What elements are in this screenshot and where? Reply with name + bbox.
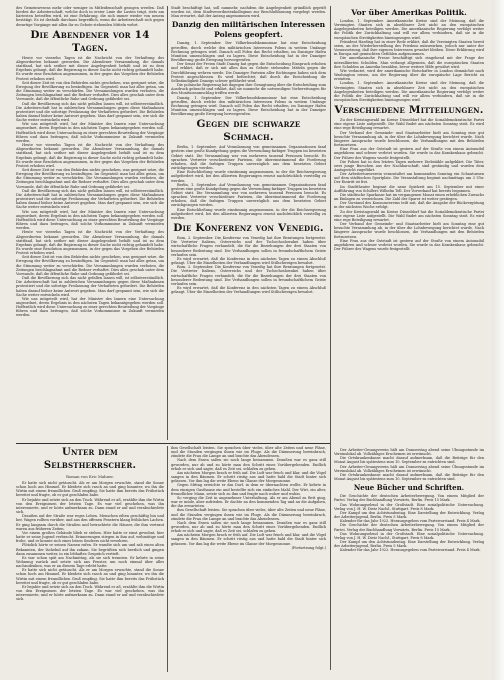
article-heading: Vor über Amerikas Politik. <box>351 8 467 17</box>
paragraph: Heute vor vierzehn Tagen ist die Nachricht von der Verhaftung des Abgeordneten bekannt geworden. Die Abendener Versammlung, die damals stattfand, hat sich seither mit dieser Angelegenheit befaßt und ist zu dem Ergebnis gelangt, daß die Regierung in dieser Sache nicht richtig gehandelt habe. Es wurde eine Resolution angenommen, in der gegen das Vorgehen der Behörden Protest erhoben wird. <box>16 230 164 256</box>
paragraph: Wie uns mitgeteilt wird, hat der Minister des Innern eine Untersuchung angeordnet, deren Ergebnis in den nächsten Tagen bekanntgegeben werden soll. Hoffentlich wird diese Untersuchung zu einer gerechten Beurteilung der Vorgänge führen und dazu beitragen, daß solche Vorkommnisse in Zukunft vermieden werden. <box>16 209 164 231</box>
paragraph: Eine Frau aus der Oststadt ist gestern auf der Straße von einem Automobil angefahren und schwer verletzt worden. Sie wurde in das Krankenhaus gebracht. Der Führer des Wagens wurde festgestellt. <box>334 147 484 160</box>
feuilleton-section <box>16 446 164 672</box>
paragraph: Das Wohnungselend in der Großstadt. Eine sozialpolitische Untersuchung. Verlag von J. H. W. Dietz Nachf., Stuttgart. Preis 8 Mark. <box>334 531 484 540</box>
paragraph: Vor einem großen Gebäude blieb er stehen. Hier hatte er einst gewohnt, hier hatte er seine Jugend verbracht. Erinnerungen stiegen in ihm auf, wehmütige und frohe, und er konnte sich eines leisen Seufzers nicht erwehren. <box>16 530 164 544</box>
page-edge <box>492 0 504 680</box>
paragraph: Seit dieser Zeit ist von den Behörden nichts geschehen, was geeignet wäre, die Erregung der Bevölkerung zu besänftigen. Im Gegenteil: man hat alles getan, um die Stimmung weiter zu verschärfen. Die Versammlungen wurden verboten, die Zeitungen beschlagnahmt und die Redner verhaftet. Dies alles geschah unter dem Vorwande, daß die öffentliche Ruhe und Ordnung gefährdet sei. <box>16 80 164 102</box>
paragraph: Nach dem Essen saßen sie noch lange beisammen. Draußen war es ganz still geworden, nur ab und zu hörte man den Schritt eines Vorübergehenden. Endlich erhob er sich und sagte, daß es Zeit sei, schlafen zu gehen. <box>171 458 326 471</box>
paragraph: Er bejahte und setzte sich an den Tisch. Während er aß, erzählte ihm die Wirtin von den Ereignissen der letzten Tage. Es war viel geschehen, was ihn interessierte, und er hörte aufmerksam zu. Dann stand er auf und verabschiedete sich. <box>16 497 164 515</box>
intro-text: Stadt beschäftigt hat, soll nunmehr, nachdem die Angelegenheit gründlich geprüft worden ist, dem Stadtverordnetenkollegium zur Beschlußfassung vorgelegt werden. Man erwartet, daß der Antrag angenommen wird. <box>171 6 326 19</box>
column-divider <box>167 6 168 440</box>
paragraph: Er bejahte und setzte sich an den Tisch. Während er aß, erzählte ihm die Wirtin von den Ereignissen der letzten Tage. Es war viel geschehen, was ihn interessierte, und er hörte aufmerksam zu. Dann stand er auf und verabschiedete sich. <box>16 584 164 602</box>
paragraph: Der Kampf um den Achtstundentag. Eine Darstellung der Entwicklung. Verlag der Arbeiterjugend, Berlin. Preis 5 Mark. <box>334 539 484 549</box>
column-middle-top <box>171 6 326 440</box>
paragraph: Im Stadttheater beginnt die neue Spielzeit am 15. September mit einer Aufführung von Schillers Wilhelm Tell. Der Vorverkauf hat bereits begonnen. <box>334 184 484 193</box>
paragraph: Daß die Bevölkerung sich das nicht gefallen lassen will, ist selbstverständlich. Die Arbeiterschaft hat in zahlreichen Versammlungen gegen diese Maßnahmen protestiert und die sofortige Freilassung der Verhafteten gefordert. Die Behörden haben darauf bisher keine Antwort gegeben. Man darf gespannt sein, wie sich die Sache weiter entwickeln wird. <box>16 188 164 210</box>
paragraph: Wie verlautet, wird der amerikanische Botschafter in London demnächst nach Washington reisen, um der Regierung über die europäische Lage Bericht zu erstatten. <box>334 68 484 82</box>
paragraph: Eine Entschließung wurde einstimmig angenommen, in der die Reichsregierung aufgefordert wird, bei den alliierten Regierungen erneut nachdrücklich vorstellig zu werden. <box>171 207 326 220</box>
paragraph: Berlin, 1. September. Auf Veranlassung von gemeinsamen Organisationen fand gestern eine große Kundgebung gegen die Verwendung farbiger Truppen im besetzten Gebiet statt. Die Versammlung war von mehreren tausend Personen besucht. Es sprachen Vertreter verschiedener Parteien, die übereinstimmend die Forderung erhoben, daß die farbigen Truppen unverzüglich aus dem besetzten Gebiet zurückgezogen werden. <box>171 182 326 208</box>
byline: Roman von Eric Mahner. <box>66 474 114 479</box>
feuilleton-heading: Unter dem Selbstherrscher. <box>43 447 137 471</box>
intro-text: des Gemeinwesens mehr oder weniger in Mitleidenschaft gezogen werden. Daß hierbei die Arbeiterschaft, welche doch in erster Linie die Lasten trägt, stets am härtesten betroffen wird, ist eine Erfahrung, die sich immer wieder von neuem bestätigt. Es ist deshalb durchaus begreiflich, wenn die Arbeiterschaft sich gegen derartige Vorgänge mit allen ihr zu Gebote stehenden Mitteln wehrt. <box>16 6 164 27</box>
paragraph: Das Wohnungselend in der Großstadt. Eine sozialpolitische Untersuchung. Verlag von J. H. W. Dietz Nachf., Stuttgart. Preis 8 Mark. <box>334 502 484 511</box>
column-left-top <box>16 6 164 440</box>
paragraph: ihm Gesellschaft leisten. Sie sprachen über vieles, über alte Zeiten und neue Pläne, und die Stunden vergingen ihnen wie im Fluge. Als die Dämmerung hereinbrach, zündete die Frau die Lampe an und brachte das Abendessen. <box>171 446 326 459</box>
paragraph: Heute vor vierzehn Tagen ist die Nachricht von der Verhaftung des Abgeordneten bekannt geworden. Die Abendener Versammlung, die damals stattfand, hat sich seither mit dieser Angelegenheit befaßt und ist zu dem Ergebnis gelangt, daß die Regierung in dieser Sache nicht richtig gehandelt habe. Es wurde eine Resolution angenommen, in der gegen das Vorgehen der Behörden Protest erhoben wird. <box>16 143 164 168</box>
paragraph: Rom, 2. September. Die Konferenz von Venedig hat ihre Beratungen fortgesetzt. Die Vertreter Italiens, Österreichs und der Tschechoslowakei haben über wirtschaftliche Fragen verhandelt, die für die Beziehungen der drei Staaten von besonderer Bedeutung sind. Die Verhandlungen sollen in freundschaftlichem Geiste verlaufen sein. <box>171 236 326 257</box>
paragraph: Am nächsten Morgen brach er früh auf. Die Luft war frisch und klar, und die Vögel sangen in den Bäumen. Er schritt rüstig aus und hatte bald die Stadt hinter sich gelassen. Vor ihm lag die weite Ebene im Glanze der Morgensonne. <box>171 533 326 546</box>
column-divider <box>330 6 331 670</box>
paragraph: Präsident Harding hat in einer Rede erklärt, daß die Vereinigten Staaten bereit seien, an der Wiederherstellung des Friedens mitzuwirken, jedoch nur unter der Voraussetzung, daß ihre eigenen Interessen gewahrt bleiben. Diese Erklärung wird in Europa mit gemischten Gefühlen aufgenommen. <box>334 39 484 57</box>
paragraph: Eine Frau aus der Oststadt ist gestern auf der Straße von einem Automobil angefahren und schwer verletzt worden. Sie wurde in das Krankenhaus gebracht. Der Führer des Wagens wurde festgestellt. <box>334 238 484 251</box>
paragraph: Die Geschichte der deutschen Arbeiterbewegung. Von einem Mitglied der Partei. Verlag der Buchhandlung Vorwärts, Berlin. Preis 15 Mark. <box>334 494 484 503</box>
paragraph: Daß die Bevölkerung sich das nicht gefallen lassen will, ist selbstverständlich. Die Arbeiterschaft hat in zahlreichen Versammlungen gegen diese Maßnahmen protestiert und die sofortige Freilassung der Verhafteten gefordert. Die Behörden haben darauf bisher keine Antwort gegeben. Man darf gespannt sein, wie sich die Sache weiter entwickeln wird. <box>16 276 164 297</box>
paragraph: Der Vorstand des Konsumvereins teilt mit, daß die Ausgabe der Rückvergütung in der nächsten Woche erfolgt. <box>334 201 484 210</box>
paragraph: Der Senat der Freien Stadt Danzig hat gegen die Entscheidung Einspruch erhoben und erklärt, daß er sich mit allen ihm zu Gebote stehenden Mitteln gegen die Durchführung wehren werde. Die Danziger Parteien aller Richtungen haben sich dem Protest angeschlossen. Es wird befürchtet, daß durch die Entscheidung die Selbständigkeit Danzigs schwer gefährdet wird. <box>171 62 326 83</box>
article-heading: Neue Bücher und Schriften. <box>353 483 465 493</box>
paragraph: Rom, 2. September. Die Konferenz von Venedig hat ihre Beratungen fortgesetzt. Die Vertreter Italiens, Österreichs und der Tschechoslowakei haben über wirtschaftliche Fragen verhandelt, die für die Beziehungen der drei Staaten von besonderer Bedeutung sind. Die Verhandlungen sollen in freundschaftlichem Geiste verlaufen sein. <box>171 265 326 286</box>
article-heading: Verschiedene Mitteilungen. <box>334 104 484 117</box>
paragraph: Die Polizei hat in den letzten Tagen mehrere Diebstähle aufgeklärt. Die Täter, zwei junge Burschen aus der Nachbarschaft, sind geständig und wurden dem Amtsgericht zugeführt. <box>334 159 484 172</box>
paragraph: London, 1. September. Amerikanische Kreise sind der Meinung, daß die Vereinigten Staaten sich in absehbarer Zeit nicht an den europäischen Angelegenheiten beteiligen werden. Die amerikanische Regierung verfolgt weiter die Politik der Zurückhaltung und will vor allem verhindern, daß sie in die europäischen Streitigkeiten hineingezogen wird. <box>334 81 484 102</box>
paragraph: Zu der Kreistagswahl im Kreise Düsseldorf hat die Sozialdemokratische Partei eine eigene Liste aufgestellt. Die Wahl findet am nächsten Sonntag statt. Es wird eine rege Beteiligung erwartet. <box>334 118 484 131</box>
paragraph: Die Ortskrankenkasse macht darauf aufmerksam, daß die Beiträge für den Monat August bis spätestens zum 10. September zu entrichten sind. <box>334 456 484 465</box>
paragraph: Die amerikanische Presse beschäftigt sich eingehend mit der Frage der interalliierten Schulden. Man verlangt allgemein, daß die europäischen Staaten ihre Schulden an Amerika bezahlen, bevor weitere Hilfe gewährt wird. <box>334 56 484 69</box>
paragraph: Die städtische Sparkasse hat im vergangenen Monat einen erheblichen Zuwachs an Einlagen zu verzeichnen. Die Zahl der Sparer ist weiter gestiegen. <box>334 192 484 202</box>
paragraph: Plötzlich hörte er seinen Namen rufen. Er wandte sich um und sah einen alten Bekannten, der lächelnd auf ihn zukam. Sie begrüßten sich herzlich und gingen dann zusammen weiter, in ein lebhaftes Gespräch vertieft. <box>16 543 164 556</box>
paragraph: Es wird erwartet, daß die Konferenz in den nächsten Tagen zu einem Abschluß gelangt. Über die Einzelheiten der Verhandlungen wird Stillschweigen bewahrt. <box>171 285 326 295</box>
paragraph: Er hatte sich nicht getäuscht. Als er am Morgen erwachte, stand die Sonne schon hoch am Himmel. Er kleidete sich rasch an und ging hinunter, wo ihn die Wirtin mit einem freundlichen Gruß empfing. Sie hatte ihm bereits das Frühstück bereitet und fragte, ob er gut geschlafen habe. <box>16 481 164 498</box>
paragraph: Die Ortskrankenkasse macht darauf aufmerksam, daß die Beiträge für den Monat August bis spätestens zum 10. September zu entrichten sind. <box>334 472 484 482</box>
column-right-top <box>334 6 484 446</box>
paragraph: Der Arbeiter-Gesangverein hält am Donnerstag abend seine Übungsstunde im Vereinslokal ab. Vollzähliges Erscheinen ist erwünscht. <box>334 448 484 457</box>
paragraph: Es war schon spät am Nachmittag, als sie sich trennten. Er kehrte in seine Wohnung zurück und setzte sich ans Fenster, um noch einmal über alles nachzudenken, was er an diesem Tage erlebt hatte. <box>16 555 164 569</box>
feuilleton-divider <box>16 443 330 444</box>
article-heading: Die Konferenz von Venedig. <box>173 222 324 235</box>
column-divider <box>167 446 168 672</box>
column-middle-bottom <box>171 446 326 672</box>
paragraph: Der Kampf um den Achtstundentag. Eine Darstellung der Entwicklung. Verlag der Arbeiterjugend, Berlin. Preis 5 Mark. <box>334 510 484 520</box>
paragraph: Kalender für das Jahr 1922. Herausgegeben vom Parteivorstand. Preis 4 Mark. <box>340 519 481 524</box>
paragraph: Zu der Kreistagswahl im Kreise Düsseldorf hat die Sozialdemokratische Partei eine eigene Liste aufgestellt. Die Wahl findet am nächsten Sonntag statt. Es wird eine rege Beteiligung erwartet. <box>334 209 484 222</box>
paragraph: London, 1. September. Amerikanische Kreise sind der Meinung, daß die Vereinigten Staaten sich in absehbarer Zeit nicht an den europäischen Angelegenheiten beteiligen werden. Die amerikanische Regierung verfolgt weiter die Politik der Zurückhaltung und will vor allem verhindern, daß sie in die europäischen Streitigkeiten hineingezogen wird. <box>334 19 484 40</box>
paragraph: Der Verband der Gemeinde- und Staatsarbeiter hielt am Sonntag eine gut besuchte Versammlung ab, in der über die Lohnbewegung berichtet wurde. Nach längerer Aussprache wurde beschlossen, die Verhandlungen mit den Behörden fortzusetzen. <box>334 130 484 148</box>
column-right-bottom <box>334 448 484 672</box>
paragraph: So verging die Zeit in angenehmer Unterhaltung. Als er am Abend zu Bett ging, war er müde, aber zufrieden. Er dachte an den kommenden Tag und an die Aufgaben, die ihn erwarteten. <box>171 495 326 509</box>
paragraph: Der Arbeiter-Gesangverein hält am Donnerstag abend seine Übungsstunde im Vereinslokal ab. Vollzähliges Erscheinen ist erwünscht. <box>334 464 484 473</box>
paragraph: Es wird erwartet, daß die Konferenz in den nächsten Tagen zu einem Abschluß gelangt. Über die Einzelheiten der Verhandlungen wird Stillschweigen bewahrt. <box>171 256 326 266</box>
paragraph: Am nächsten Morgen brach er früh auf. Die Luft war frisch und klar, und die Vögel sangen in den Bäumen. Er schritt rüstig aus und hatte bald die Stadt hinter sich gelassen. Vor ihm lag die weite Ebene im Glanze der Morgensonne. <box>171 470 326 484</box>
paragraph: ihm Gesellschaft leisten. Sie sprachen über vieles, über alte Zeiten und neue Pläne, und die Stunden vergingen ihnen wie im Fluge. Als die Dämmerung hereinbrach, zündete die Frau die Lampe an und brachte das Abendessen. <box>171 508 326 521</box>
paragraph: Wie uns mitgeteilt wird, hat der Minister des Innern eine Untersuchung angeordnet, deren Ergebnis in den nächsten Tagen bekanntgegeben werden soll. Hoffentlich wird diese Untersuchung zu einer gerechten Beurteilung der Vorgänge führen und dazu beitragen, daß solche Vorkommnisse in Zukunft vermieden werden. <box>16 122 164 143</box>
paragraph: Die Geschichte der deutschen Arbeiterbewegung. Von einem Mitglied der Partei. Verlag der Buchhandlung Vorwärts, Berlin. Preis 15 Mark. <box>334 523 484 532</box>
paragraph: Berlin, 1. September. Auf Veranlassung von gemeinsamen Organisationen fand gestern eine große Kundgebung gegen die Verwendung farbiger Truppen im besetzten Gebiet statt. Die Versammlung war von mehreren tausend Personen besucht. Es sprachen Vertreter verschiedener Parteien, die übereinstimmend die Forderung erhoben, daß die farbigen Truppen unverzüglich aus dem besetzten Gebiet zurückgezogen werden. <box>171 145 326 171</box>
paragraph: Die polnische Regierung hat dagegen ihre Genugtuung über die Entscheidung zum Ausdruck gebracht und erklärt, daß sie nunmehr die notwendigen Vorbereitungen für den Munitionsumschlag treffen werde. <box>171 83 326 96</box>
paragraph: Danzig, 1. September. Der Völkerbundskommissar hat eine Entscheidung getroffen, durch welche den militärischen Interessen Polens in weitem Umfange Rechnung getragen wird. Danach soll Polen das Recht erhalten, im Danziger Hafen Munition umzuschlagen und zu lagern. Diese Entscheidung hat in der Danziger Bevölkerung große Erregung hervorgerufen. <box>171 41 326 63</box>
paragraph: Draußen auf der Straße war reges Leben. Menschen eilten geschäftig hin und her, Wagen rollten vorüber, und aus den offenen Fenstern klang fröhliches Lachen. Er ging langsam durch die Straßen und betrachtete die Häuser, die ihm vertraut waren aus früheren Zeiten. <box>16 514 164 531</box>
paragraph: Gegen Mittag erreichte er das Dorf, in dem er übernachten wollte. Er kehrte in dem einzigen Gasthause ein und bestellte sich ein einfaches Mahl. Der Wirt, ein alter, freundlicher Mann, setzte sich zu ihm und fragte nach woher und wohin. <box>171 483 326 496</box>
paragraph: Eine Entschließung wurde einstimmig angenommen, in der die Reichsregierung aufgefordert wird, bei den alliierten Regierungen erneut nachdrücklich vorstellig zu werden. <box>171 170 326 183</box>
paragraph: Der Verband der Gemeinde- und Staatsarbeiter hielt am Sonntag eine gut besuchte Versammlung ab, in der über die Lohnbewegung berichtet wurde. Nach längerer Aussprache wurde beschlossen, die Verhandlungen mit den Behörden fortzusetzen. <box>334 222 484 239</box>
article-heading: Danzig den militärischen Interessen Polens geopfert. <box>171 20 326 40</box>
paragraph: Seit dieser Zeit ist von den Behörden nichts geschehen, was geeignet wäre, die Erregung der Bevölkerung zu besänftigen. Im Gegenteil: man hat alles getan, um die Stimmung weiter zu verschärfen. Die Versammlungen wurden verboten, die Zeitungen beschlagnahmt und die Redner verhaftet. Dies alles geschah unter dem Vorwande, daß die öffentliche Ruhe und Ordnung gefährdet sei. <box>16 168 164 189</box>
paragraph: Wie uns mitgeteilt wird, hat der Minister des Innern eine Untersuchung angeordnet, deren Ergebnis in den nächsten Tagen bekanntgegeben werden soll. Hoffentlich wird diese Untersuchung zu einer gerechten Beurteilung der Vorgänge führen und dazu beitragen, daß solche Vorkommnisse in Zukunft vermieden werden. <box>16 296 164 318</box>
continuation-note: (Fortsetzung folgt.) <box>291 545 326 550</box>
paragraph: Der Arbeiterturnverein veranstaltet am kommenden Sonntag ein Schauturnen auf dem städtischen Sportplatz. Die Veranstaltung beginnt nachmittags um 3 Uhr. Der Eintritt ist frei. <box>334 172 484 185</box>
paragraph: Heute vor vierzehn Tagen ist die Nachricht von der Verhaftung des Abgeordneten bekannt geworden. Die Abendener Versammlung, die damals stattfand, hat sich seither mit dieser Angelegenheit befaßt und ist zu dem Ergebnis gelangt, daß die Regierung in dieser Sache nicht richtig gehandelt habe. Es wurde eine Resolution angenommen, in der gegen das Vorgehen der Behörden Protest erhoben wird. <box>16 55 164 81</box>
paragraph: Daß die Bevölkerung sich das nicht gefallen lassen will, ist selbstverständlich. Die Arbeiterschaft hat in zahlreichen Versammlungen gegen diese Maßnahmen protestiert und die sofortige Freilassung der Verhafteten gefordert. Die Behörden haben darauf bisher keine Antwort gegeben. Man darf gespannt sein, wie sich die Sache weiter entwickeln wird. <box>16 101 164 123</box>
paragraph: Nach dem Essen saßen sie noch lange beisammen. Draußen war es ganz still geworden, nur ab und zu hörte man den Schritt eines Vorübergehenden. Endlich erhob er sich und sagte, daß es Zeit sei, schlafen zu gehen. <box>171 520 326 534</box>
paragraph: Kalender für das Jahr 1922. Herausgegeben vom Parteivorstand. Preis 4 Mark. <box>340 548 481 553</box>
paragraph: Seit dieser Zeit ist von den Behörden nichts geschehen, was geeignet wäre, die Erregung der Bevölkerung zu besänftigen. Im Gegenteil: man hat alles getan, um die Stimmung weiter zu verschärfen. Die Versammlungen wurden verboten, die Zeitungen beschlagnahmt und die Redner verhaftet. Dies alles geschah unter dem Vorwande, daß die öffentliche Ruhe und Ordnung gefährdet sei. <box>16 255 164 276</box>
paragraph: Danzig, 1. September. Der Völkerbundskommissar hat eine Entscheidung getroffen, durch welche den militärischen Interessen Polens in weitem Umfange Rechnung getragen wird. Danach soll Polen das Recht erhalten, im Danziger Hafen Munition umzuschlagen und zu lagern. Diese Entscheidung hat in der Danziger Bevölkerung große Erregung hervorgerufen. <box>171 95 326 117</box>
article-heading: Gegen die schwarze Schmach. <box>196 118 301 144</box>
article-heading: Die Abendener vor 14 Tagen. <box>30 28 150 54</box>
paragraph: Er hatte sich nicht getäuscht. Als er am Morgen erwachte, stand die Sonne schon hoch am Himmel. Er kleidete sich rasch an und ging hinunter, wo ihn die Wirtin mit einem freundlichen Gruß empfing. Sie hatte ihm bereits das Frühstück bereitet und fragte, ob er gut geschlafen habe. <box>16 568 164 585</box>
